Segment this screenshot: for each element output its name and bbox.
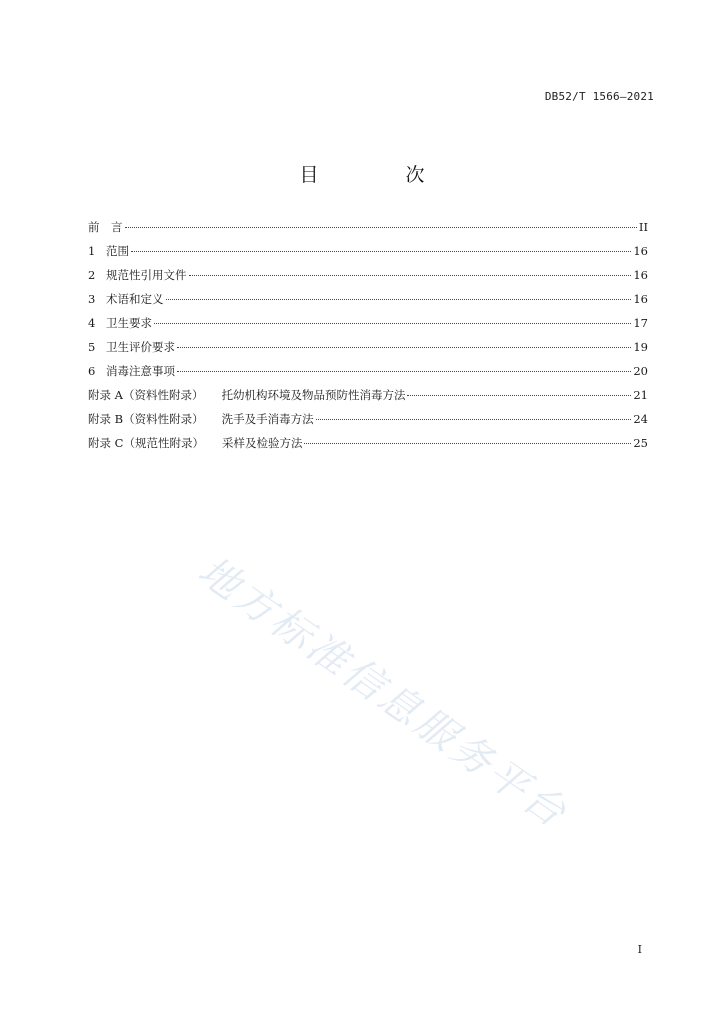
toc-entry-number: 1 <box>88 244 96 258</box>
dot-leader <box>316 419 632 420</box>
dot-leader <box>154 323 631 324</box>
toc-entry-4[interactable] <box>88 315 648 339</box>
toc-entry-6[interactable] <box>88 363 648 387</box>
toc-entry-page: 16 <box>633 268 648 282</box>
toc-entry-label: 卫生要求 <box>106 316 152 330</box>
appendix-label: 附录 C（规范性附录） <box>88 436 204 450</box>
watermark: 地方标准信息服务平台 <box>189 547 577 838</box>
appendix-title: 托幼机构环境及物品预防性消毒方法 <box>221 388 406 402</box>
toc-entry-number: 4 <box>88 316 96 330</box>
dot-leader <box>131 251 631 252</box>
toc-entry-page: II <box>638 220 648 234</box>
toc-entry-page: 25 <box>633 436 648 450</box>
toc-entry-page: 21 <box>633 388 648 402</box>
toc-entry-number: 2 <box>88 268 96 282</box>
toc-entry-3[interactable] <box>88 291 648 315</box>
dot-leader <box>177 347 631 348</box>
toc-entry-foreword[interactable] <box>88 219 648 243</box>
toc-entry-page: 16 <box>633 244 648 258</box>
toc-entry-page: 16 <box>633 292 648 306</box>
toc-entry-page: 19 <box>633 340 648 354</box>
toc-title: 目 次 <box>299 164 459 186</box>
appendix-label: 附录 B（资料性附录） <box>88 412 204 426</box>
table-of-contents <box>88 219 648 459</box>
toc-entry-number: 5 <box>88 340 96 354</box>
dot-leader <box>304 443 631 444</box>
toc-entry-5[interactable] <box>88 339 648 363</box>
toc-entry-number: 6 <box>88 364 96 378</box>
toc-entry-number: 3 <box>88 292 96 306</box>
dot-leader <box>166 299 632 300</box>
appendix-title: 洗手及手消毒方法 <box>221 412 314 426</box>
toc-entry-appendix-a[interactable] <box>88 387 648 411</box>
document-code: DB52/T 1566—2021 <box>544 90 654 103</box>
dot-leader <box>189 275 632 276</box>
toc-entry-page: 17 <box>633 316 648 330</box>
toc-entry-page: 20 <box>633 364 648 378</box>
toc-entry-label: 规范性引用文件 <box>106 268 187 282</box>
dot-leader <box>177 371 631 372</box>
toc-entry-label: 卫生评价要求 <box>106 340 175 354</box>
toc-entry-label: 范围 <box>106 244 129 258</box>
toc-entry-2[interactable] <box>88 267 648 291</box>
toc-entry-1[interactable] <box>88 243 648 267</box>
toc-entry-label: 消毒注意事项 <box>106 364 175 378</box>
dot-leader <box>407 395 631 396</box>
page-number: I <box>637 943 642 956</box>
toc-entry-appendix-c[interactable] <box>88 435 648 459</box>
toc-entry-label: 前 言 <box>88 220 123 234</box>
appendix-title: 采样及检验方法 <box>221 436 303 450</box>
toc-entry-label: 术语和定义 <box>106 292 164 306</box>
toc-entry-appendix-b[interactable] <box>88 411 648 435</box>
dot-leader <box>125 227 637 228</box>
appendix-label: 附录 A（资料性附录） <box>88 388 204 402</box>
toc-entry-page: 24 <box>633 412 648 426</box>
